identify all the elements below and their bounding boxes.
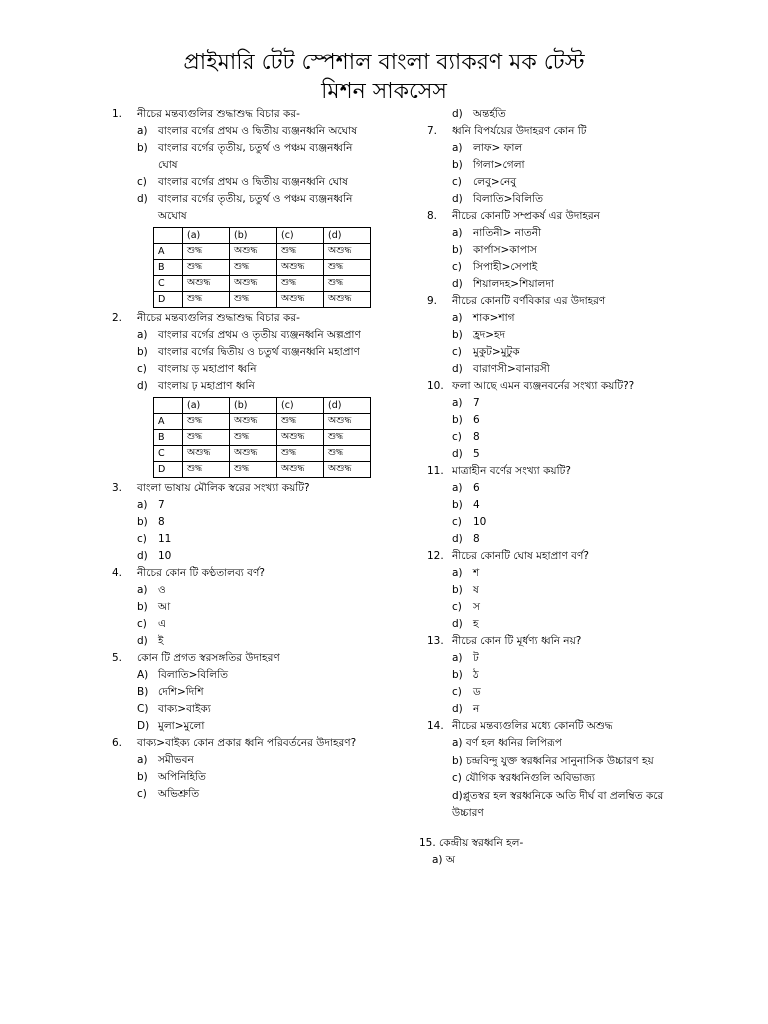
option-text: 8: [473, 533, 480, 545]
option-item: b) চন্দ্রবিন্দু যুক্ত স্বরধ্বনির সানুনাসিক উচ্চারণ হয়: [452, 754, 654, 767]
question-text: [112, 565, 374, 582]
question-label: নীচের কোনটি সম্প্রকর্ষ এর উদাহরন: [452, 210, 600, 222]
question-label: মাত্রাহীন বর্ণের সংখ্যা কয়টি?: [452, 465, 571, 477]
question-label: বাংলা ভাষায় মৌলিক স্বরের সংখ্যা কয়টি?: [137, 482, 310, 494]
option-item: [112, 616, 374, 633]
option-text: বারাণসী>বানারসী: [473, 363, 550, 375]
option-label: c): [137, 618, 147, 630]
table-cell: (b): [230, 228, 277, 244]
option-text: শাক>শাগ: [473, 312, 515, 324]
question-number: 13.: [427, 635, 444, 647]
option-item: [112, 123, 374, 140]
option-text: অপিনিহিতি: [158, 771, 206, 783]
table-cell: শুদ্ধ: [230, 430, 277, 446]
answer-table: [153, 227, 371, 308]
table-cell: শুদ্ধ: [183, 462, 230, 478]
table-cell: B: [154, 260, 183, 276]
option-item: [427, 684, 692, 701]
option-item: [427, 191, 692, 208]
table-cell: অশুদ্ধ: [324, 244, 371, 260]
option-text: ড: [473, 686, 481, 698]
option-label: d): [452, 618, 463, 630]
question-label: 15. কেন্দ্রীয় স্বরধ্বনি হল-: [419, 836, 524, 849]
table-cell: শুদ্ধ: [183, 414, 230, 430]
question-text: [112, 650, 374, 667]
question-block: [112, 106, 374, 308]
option-text: দেশি>দিশি: [158, 686, 204, 698]
option-item: [427, 157, 692, 174]
table-cell: অশুদ্ধ: [230, 414, 277, 430]
table-cell: অশুদ্ধ: [277, 462, 324, 478]
option-text: স: [473, 601, 480, 613]
table-cell: D: [154, 292, 183, 308]
option-item: [427, 259, 692, 276]
question-number: 14.: [427, 720, 444, 732]
option-text: ও: [158, 584, 166, 596]
option-label: a): [452, 567, 463, 579]
option-item: [427, 361, 692, 378]
table-cell: C: [154, 446, 183, 462]
question-number: 5.: [112, 652, 123, 664]
table-cell: (a): [183, 228, 230, 244]
option-label: D): [137, 720, 150, 732]
option-label: c): [137, 533, 147, 545]
option-item: [427, 582, 692, 599]
option-label: a): [137, 329, 148, 341]
option-text: বাক্য>বাইক্য: [158, 703, 211, 715]
question-block: [112, 735, 374, 803]
question-number: 1.: [112, 108, 123, 120]
option-label: b): [452, 414, 463, 426]
option-label: c): [452, 346, 462, 358]
option-item: [112, 174, 374, 191]
question-text: [427, 378, 692, 395]
option-label: a): [137, 125, 148, 137]
option-label: b): [452, 159, 463, 171]
question-text: [427, 633, 692, 650]
option-label: d): [452, 448, 463, 460]
option-label: b): [452, 499, 463, 511]
option-label: a): [452, 227, 463, 239]
table-cell: শুদ্ধ: [230, 292, 277, 308]
option-label: c): [452, 516, 462, 528]
option-text: 5: [473, 448, 480, 460]
option-item: [427, 701, 692, 718]
table-row: [154, 260, 371, 276]
option-label: a): [137, 499, 148, 511]
question-text: [427, 548, 692, 565]
option-item: [427, 497, 692, 514]
option-item: [427, 174, 692, 191]
question-block: [419, 835, 692, 870]
option-item: [112, 769, 374, 786]
option-text: সমীভবন: [158, 754, 194, 766]
question-number: 9.: [427, 295, 438, 307]
question-block: [112, 650, 374, 735]
option-item: [112, 752, 374, 769]
table-cell: অশুদ্ধ: [230, 446, 277, 462]
option-item: [427, 242, 692, 259]
question-text: [427, 123, 692, 140]
question-block: [427, 633, 692, 718]
option-item: [112, 531, 374, 548]
option-text: হ্রদ>হদ: [473, 329, 506, 341]
spacer: [427, 823, 692, 835]
question-number: 10.: [427, 380, 444, 392]
option-item: [112, 344, 374, 361]
option-text: ষ: [473, 584, 479, 596]
option-item: [427, 514, 692, 531]
table-row: [154, 430, 371, 446]
option-label: C): [137, 703, 149, 715]
table-cell: শুদ্ধ: [324, 446, 371, 462]
option-item: [427, 344, 692, 361]
table-cell: [154, 228, 183, 244]
option-label: d): [452, 533, 463, 545]
table-row: [154, 462, 371, 478]
table-cell: শুদ্ধ: [230, 260, 277, 276]
table-cell: D: [154, 462, 183, 478]
table-cell: অশুদ্ধ: [324, 292, 371, 308]
question-text: [427, 293, 692, 310]
option-text: বাংলার বর্গের দ্বিতীয় ও চতুর্থ ব্যঞ্জনধ্বনি মহাপ্রাণ: [158, 346, 360, 358]
option-item: [427, 412, 692, 429]
option-item: [112, 718, 374, 735]
option-item: [427, 276, 692, 293]
option-text: বাংলায় ঢ় মহাপ্রাণ ধ্বনি: [158, 380, 255, 392]
option-item: [112, 667, 374, 684]
option-text: বাংলার বর্গের তৃতীয়, চতুর্থ ও পঞ্চম ব্যঞ্জনধ্বনি ঘোষ: [158, 142, 353, 171]
option-text: 8: [473, 431, 480, 443]
question-number: 3.: [112, 482, 123, 494]
option-text: এ: [158, 618, 166, 630]
option-text: ঠ: [473, 669, 479, 681]
option-label: a): [452, 652, 463, 664]
table-cell: শুদ্ধ: [183, 260, 230, 276]
table-cell: অশুদ্ধ: [230, 276, 277, 292]
table-cell: অশুদ্ধ: [277, 260, 324, 276]
option-label: d): [452, 193, 463, 205]
question-number: 7.: [427, 125, 438, 137]
table-cell: [154, 398, 183, 414]
option-label: c): [452, 601, 462, 613]
option-item: c) যৌগিক স্বরধ্বনিগুলি অবিভাজ্য: [452, 772, 595, 784]
table-cell: অশুদ্ধ: [183, 446, 230, 462]
table-cell: (a): [183, 398, 230, 414]
option-text: অন্তর্হতি: [473, 108, 506, 120]
option-text: 7: [158, 499, 165, 511]
option-item: a) বর্ণ হল ধ্বনির লিপিরূপ: [452, 737, 562, 749]
question-label: নীচের মন্তব্যগুলির মধ্যে কোনটি অশুদ্ধ: [452, 720, 613, 732]
option-text: 8: [158, 516, 165, 528]
table-cell: শুদ্ধ: [277, 414, 324, 430]
question-text: [427, 208, 692, 225]
option-text: বাংলার বর্গের প্রথম ও দ্বিতীয় ব্যঞ্জনধ্বনি অঘোষ: [158, 125, 358, 137]
option-text: বাংলার বর্গের তৃতীয়, চতুর্থ ও পঞ্চম ব্যঞ্জনধ্বনি অঘোষ: [158, 193, 353, 222]
option-label: a): [452, 312, 463, 324]
option-item: [112, 548, 374, 565]
table-cell: A: [154, 414, 183, 430]
option-item: [112, 140, 374, 174]
option-label: b): [137, 142, 148, 154]
table-cell: শুদ্ধ: [277, 244, 324, 260]
option-text: অভিশ্রুতি: [158, 788, 200, 800]
table-cell: শুদ্ধ: [277, 446, 324, 462]
table-cell: A: [154, 244, 183, 260]
table-cell: শুদ্ধ: [183, 430, 230, 446]
table-row: [154, 446, 371, 462]
question-text: [112, 106, 374, 123]
option-text: 6: [473, 414, 480, 426]
question-block: [427, 548, 692, 633]
table-cell: অশুদ্ধ: [183, 276, 230, 292]
question-label: নীচের মন্তব্যগুলির শুদ্ধাশুদ্ধ বিচার কর-: [137, 108, 300, 120]
question-label: নীচের কোন টি কণ্ঠতালব্য বর্ণ?: [137, 567, 265, 579]
option-item: [112, 701, 374, 718]
option-text: সিপাহী>সেপাই: [473, 261, 538, 273]
question-number: 12.: [427, 550, 444, 562]
option-label: c): [137, 788, 147, 800]
answer-table: [153, 397, 371, 478]
table-row: [154, 292, 371, 308]
option-text: ন: [473, 703, 480, 715]
option-text: বাংলার বর্গের প্রথম ও তৃতীয় ব্যঞ্জনধ্বনি অল্পপ্রাণ: [158, 329, 361, 341]
option-label: d): [137, 550, 148, 562]
option-label: b): [452, 669, 463, 681]
option-label: b): [137, 771, 148, 783]
option-text: হ: [473, 618, 479, 630]
option-text: শিয়ালদহ>শিয়ালদা: [473, 278, 554, 290]
option-label: c): [452, 176, 462, 188]
option-label: a): [137, 584, 148, 596]
option-text: বিলাতি>বিলিতি: [473, 193, 543, 205]
option-label: A): [137, 669, 149, 681]
option-text: বিলাতি>বিলিতি: [158, 669, 228, 681]
question-label: ধ্বনি বিপর্যয়ের উদাহরণ কোন টি: [452, 125, 587, 137]
option-text: ই: [158, 635, 164, 647]
question-text: [419, 835, 692, 852]
option-label: c): [452, 686, 462, 698]
option-item: [427, 446, 692, 463]
question-block: [427, 123, 692, 208]
option-text: 6: [473, 482, 480, 494]
table-cell: অশুদ্ধ: [324, 414, 371, 430]
page-subtitle: মিশন সাকসেস: [321, 79, 447, 104]
option-label: d): [452, 108, 463, 120]
option-label: c): [452, 431, 462, 443]
option-text: বাংলার বর্গের প্রথম ও দ্বিতীয় ব্যঞ্জনধ্বনি ঘোষ: [158, 176, 348, 188]
option-item: [427, 225, 692, 242]
question-label: ফলা আছে এমন ব্যঞ্জনবর্নের সংখ্যা কয়টি??: [452, 380, 635, 392]
question-number: 11.: [427, 465, 444, 477]
question-text: [112, 480, 374, 497]
option-item: [112, 497, 374, 514]
table-cell: অশুদ্ধ: [277, 292, 324, 308]
option-item: [112, 378, 374, 395]
question-block: [427, 718, 692, 823]
option-label: d): [137, 380, 148, 392]
table-cell: শুদ্ধ: [324, 276, 371, 292]
option-label: c): [452, 261, 462, 273]
question-block: [427, 378, 692, 463]
option-label: d): [137, 193, 148, 205]
option-text: মুকুট>মুটুক: [473, 346, 520, 358]
question-text: [427, 463, 692, 480]
table-cell: (b): [230, 398, 277, 414]
question-label: কোন টি প্রগত স্বরসঙ্গতির উদাহরণ: [137, 652, 280, 664]
question-block: [427, 208, 692, 293]
option-item: [427, 429, 692, 446]
option-label: b): [137, 601, 148, 613]
table-cell: (d): [324, 398, 371, 414]
option-text: 10: [158, 550, 172, 562]
question-number: 8.: [427, 210, 438, 222]
option-label: b): [137, 346, 148, 358]
question-block: [427, 293, 692, 378]
option-label: b): [452, 584, 463, 596]
table-cell: শুদ্ধ: [277, 276, 324, 292]
option-item: [112, 582, 374, 599]
option-label: d): [137, 635, 148, 647]
option-label: a): [137, 754, 148, 766]
table-cell: (c): [277, 228, 324, 244]
option-text: গিলা>গেলা: [473, 159, 525, 171]
option-label: c): [137, 363, 147, 375]
option-item: a) অ: [432, 853, 455, 866]
question-label: নীচের কোন টি মূর্ধণ্য ধ্বনি নয়?: [452, 635, 582, 647]
question-text: [112, 310, 374, 327]
table-cell: অশুদ্ধ: [324, 462, 371, 478]
table-cell: শুদ্ধ: [183, 244, 230, 260]
option-label: c): [137, 176, 147, 188]
option-item: [112, 327, 374, 344]
table-cell: C: [154, 276, 183, 292]
table-header-row: [154, 398, 371, 414]
table-row: [154, 414, 371, 430]
table-cell: শুদ্ধ: [324, 430, 371, 446]
option-item: [112, 684, 374, 701]
option-item: [112, 514, 374, 531]
table-cell: শুদ্ধ: [230, 462, 277, 478]
question-number: 6.: [112, 737, 123, 749]
option-label: d): [452, 703, 463, 715]
option-item: [427, 599, 692, 616]
question-label: নীচের মন্তব্যগুলির শুদ্ধাশুদ্ধ বিচার কর-: [137, 312, 300, 324]
table-row: [154, 244, 371, 260]
option-text: ট: [473, 652, 479, 664]
option-text: 7: [473, 397, 480, 409]
question-block: [112, 480, 374, 565]
option-label: b): [452, 329, 463, 341]
option-text: শ: [473, 567, 480, 579]
option-item: [427, 310, 692, 327]
option-item: [427, 480, 692, 497]
option-label: d): [452, 363, 463, 375]
question-label: বাক্য>বাইক্য কোন প্রকার ধ্বনি পরিবর্তনের উদাহরণ?: [137, 737, 357, 749]
option-text: আ: [158, 601, 171, 613]
option-item: [427, 650, 692, 667]
option-text: 10: [473, 516, 487, 528]
table-cell: (d): [324, 228, 371, 244]
option-label: d): [452, 278, 463, 290]
option-label: B): [137, 686, 149, 698]
question-text: [427, 718, 692, 735]
option-item: [427, 140, 692, 157]
option-item: [427, 395, 692, 412]
option-item: [112, 633, 374, 650]
option-label: a): [452, 482, 463, 494]
option-label: b): [452, 244, 463, 256]
table-cell: অশুদ্ধ: [230, 244, 277, 260]
option-label: b): [137, 516, 148, 528]
option-text: নাতিনী> নাতনী: [473, 227, 542, 239]
option-item: [112, 786, 374, 803]
option-item: [112, 361, 374, 378]
left-column: [112, 106, 374, 803]
table-row: [154, 276, 371, 292]
right-column: [419, 106, 692, 869]
question-block: [112, 565, 374, 650]
option-item: [427, 667, 692, 684]
option-item: [427, 565, 692, 582]
option-text: লাফ> ফাল: [473, 142, 523, 154]
question-label: নীচের কোনটি বর্ণবিকার এর উদাহরণ: [452, 295, 606, 307]
option-label: a): [452, 397, 463, 409]
table-cell: শুদ্ধ: [324, 260, 371, 276]
option-text: লেবু>নেবু: [473, 176, 517, 188]
option-item: d)প্লুতস্বর হল স্বরধ্বনিকে অতি দীর্ঘ বা প্রলম্বিত করে উচ্চারণ: [452, 789, 664, 819]
page-title: প্রাইমারি টেট স্পেশাল বাংলা ব্যাকরণ মক টেস্ট: [183, 50, 585, 75]
question-number: 4.: [112, 567, 123, 579]
option-item: [427, 616, 692, 633]
question-number: 2.: [112, 312, 123, 324]
table-cell: শুদ্ধ: [183, 292, 230, 308]
option-text: 4: [473, 499, 480, 511]
option-label: a): [452, 142, 463, 154]
option-text: 11: [158, 533, 172, 545]
option-item: [112, 191, 374, 225]
question-text: [112, 735, 374, 752]
table-header-row: [154, 228, 371, 244]
option-text: বাংলায় ড় মহাপ্রাণ ধ্বনি: [158, 363, 257, 375]
table-cell: B: [154, 430, 183, 446]
question-block: [427, 463, 692, 548]
question-label: নীচের কোনটি ঘোষ মহাপ্রাণ বর্ণ?: [452, 550, 589, 562]
option-item: [427, 106, 692, 123]
table-cell: (c): [277, 398, 324, 414]
question-block: [112, 310, 374, 478]
option-text: মুলা>মুলো: [158, 720, 205, 732]
table-cell: অশুদ্ধ: [277, 430, 324, 446]
option-text: কার্পাস>কাপাস: [473, 244, 537, 256]
option-item: [427, 531, 692, 548]
option-item: [427, 327, 692, 344]
option-item: [112, 599, 374, 616]
